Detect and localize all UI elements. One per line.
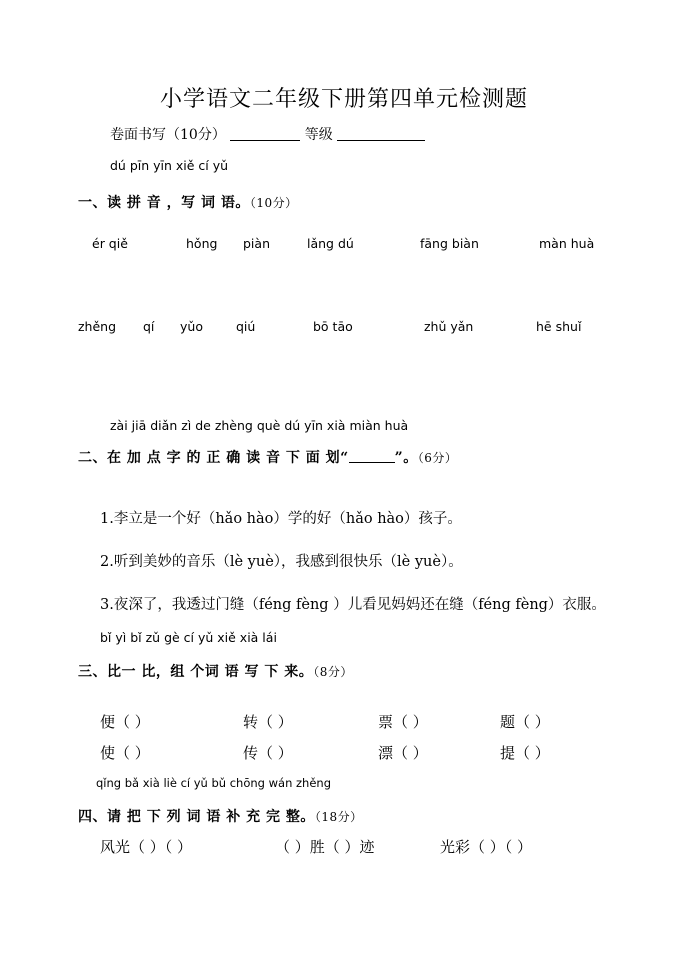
word-group-cell[interactable]: 票（ ） (378, 713, 428, 731)
section3-heading (78, 661, 353, 681)
pinyin-word: qiú (236, 319, 256, 334)
grade-blank[interactable] (337, 126, 425, 141)
question-item: 2.听到美妙的音乐（lè yuè），我感到很快乐（lè yuè）。 (100, 554, 463, 570)
pinyin-word: ér qiě (92, 236, 128, 251)
section2-heading (78, 447, 457, 467)
word-group-cell[interactable]: 传（ ） (243, 744, 293, 762)
pinyin-word: bō tāo (313, 319, 353, 334)
section2-pinyin-heading: zài jiā diǎn zì de zhèng què dú yīn xià miàn huà (110, 418, 409, 433)
idiom-fill-item[interactable]: 风光（ ）（ ） (100, 838, 193, 856)
pinyin-word: yǔo (180, 319, 203, 334)
pinyin-word: fāng biàn (420, 236, 479, 251)
section2-score: （6分） (417, 451, 458, 465)
page-title: 小学语文二年级下册第四单元检测题 (159, 87, 528, 112)
word-group-cell[interactable]: 便（ ） (100, 713, 150, 731)
section4-score: （18分） (314, 810, 363, 824)
section1-score: （10分） (249, 196, 298, 210)
section1-heading-text: 一、读 拼 音 ，写 词 语。 (78, 195, 250, 211)
pinyin-word: màn huà (539, 236, 595, 251)
section4-pinyin-heading: qǐng bǎ xià liè cí yǔ bǔ chōng wán zhěng (96, 776, 332, 790)
section3-pinyin-heading: bǐ yì bǐ zǔ gè cí yǔ xiě xià lái (100, 630, 277, 645)
header-line (110, 124, 425, 144)
question-item: 3.夜深了，我透过门缝（féng fèng ）儿看见妈妈还在缝（féng fèng）衣服。 (100, 597, 606, 613)
section2-heading-close: ”。 (394, 450, 418, 466)
grade-label: 等级 (304, 127, 333, 143)
section4-heading (78, 806, 363, 826)
handwriting-blank[interactable] (230, 126, 300, 141)
underline-mark (349, 450, 395, 463)
pinyin-word: lǎng dú (307, 236, 354, 251)
word-group-cell[interactable]: 漂（ ） (378, 744, 428, 762)
section3-score: （8分） (313, 665, 353, 679)
idiom-fill-item[interactable]: 光彩（ ）（ ） (440, 838, 533, 856)
word-group-cell[interactable]: 提（ ） (500, 744, 550, 762)
pinyin-word: zhěng (78, 319, 117, 334)
pinyin-word: hǒng (186, 236, 218, 251)
pinyin-word: hē shuǐ (536, 319, 582, 334)
word-group-cell[interactable]: 使（ ） (100, 744, 150, 762)
word-group-cell[interactable]: 转（ ） (243, 713, 293, 731)
section1-pinyin-heading: dú pīn yīn xiě cí yǔ (110, 158, 229, 173)
word-group-cell[interactable]: 题（ ） (500, 713, 550, 731)
section4-heading-text: 四、请 把 下 列 词 语 补 充 完 整。 (78, 809, 315, 825)
pinyin-word: qí (143, 319, 155, 334)
pinyin-word: zhǔ yǎn (424, 319, 474, 334)
section1-heading (78, 192, 298, 212)
pinyin-word: piàn (243, 236, 270, 251)
section3-heading-text: 三、比一 比，组 个词 语 写 下 来。 (78, 664, 314, 680)
section2-heading-text: 二、在 加 点 字 的 正 确 读 音 下 面 划“ (78, 450, 349, 466)
handwriting-label: 卷面书写（10分） (110, 127, 226, 143)
idiom-fill-item[interactable]: （ ）胜（ ）迹 (275, 838, 375, 856)
question-item: 1.李立是一个好（hǎo hào）学的好（hǎo hào）孩子。 (100, 511, 462, 527)
